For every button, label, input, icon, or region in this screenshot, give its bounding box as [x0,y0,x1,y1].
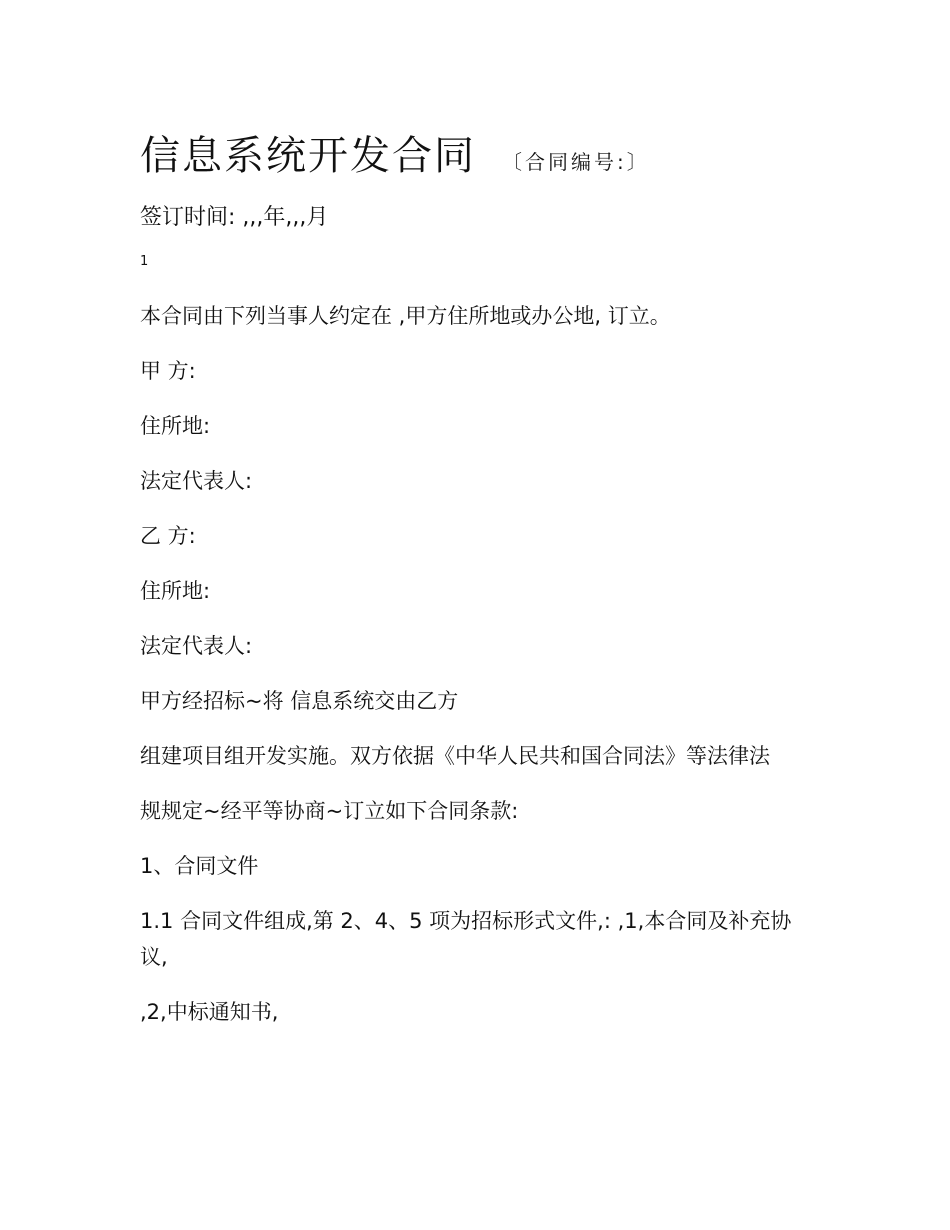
paragraph-agreement: 规规定~经平等协商~订立如下合同条款: [140,799,519,823]
title-row [140,128,810,184]
party-b-address: 住所地: [140,579,211,603]
party-a-label: 甲 方: [140,359,196,383]
party-b-label: 乙 方: [140,524,196,548]
party-b-representative: 法定代表人: [140,634,253,658]
paragraph-intro: 本合同由下列当事人约定在 ,甲方住所地或办公地, 订立。 [140,304,671,328]
party-a-representative: 法定代表人: [140,469,253,493]
page-marker: 1 [140,254,149,269]
clause-item-2: ,2,中标通知书, [140,1000,279,1024]
paragraph-tender: 甲方经招标~将 信息系统交由乙方 [140,689,459,713]
document-body [140,128,810,1049]
section-heading-contract-documents: 1、合同文件 [140,854,259,878]
contract-number: 〔合同编号:〕 [502,150,650,174]
party-a-address: 住所地: [140,414,211,438]
clause-1-1: 1.1 合同文件组成,第 2、4、5 项为招标形式文件,: ,1,本合同及补充协议, [140,909,792,969]
signed-time: 签订时间: ,,,年,,,月 [140,205,329,230]
paragraph-legal-basis: 组建项目组开发实施。双方依据《中华人民共和国合同法》等法律法 [140,744,770,768]
document-title: 信息系统开发合同 [140,133,476,179]
